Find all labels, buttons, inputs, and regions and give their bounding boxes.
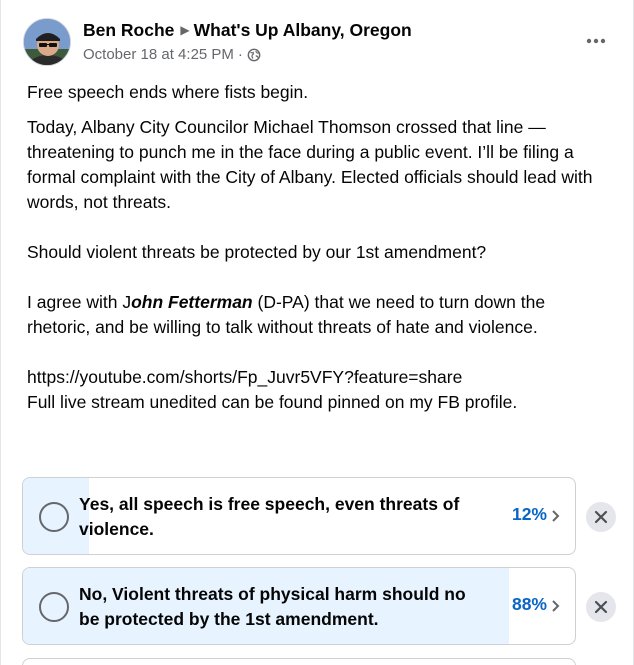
author-group-line [83,20,412,41]
poll-option-1[interactable] [22,477,576,555]
avatar-image [24,19,71,66]
meta-separator: · [237,46,243,63]
more-options-button[interactable] [579,24,613,58]
body-agree-paragraph [27,290,612,340]
post-header [23,18,613,70]
close-icon [594,600,608,614]
post-timestamp[interactable]: October 18 at 4:25 PM [83,46,234,63]
close-icon [594,510,608,524]
poll-radio[interactable] [39,592,69,622]
body-livestream-note: Full live stream unedited can be found pinned on my FB profile. [27,392,518,412]
post-body [27,80,612,415]
poll-option-3[interactable] [22,658,576,665]
remove-option-button[interactable] [586,502,616,532]
poll-option-label: Yes, all speech is free speech, even threats of violence. [79,494,460,539]
body-paragraph-2: Today, Albany City Councilor Michael Thomson crossed that line — threatening to punch me in the face during a public event. I’ll be filing a formal complaint with the City of Albany. Elected officials should lead with words, not threats. [27,117,593,212]
remove-option-button[interactable] [586,592,616,622]
body-question: Should violent threats be protected by our 1st amendment? [27,242,487,262]
poll-percent: 88% [511,594,547,614]
poll-radio[interactable] [39,502,69,532]
globe-icon [247,48,261,62]
chevron-right-icon [551,509,561,523]
group-name[interactable]: What's Up Albany, Oregon [193,20,412,40]
more-horizontal-icon [585,30,607,52]
body-line-1: Free speech ends where fists begin. [27,82,309,102]
poll-percent: 12% [511,504,547,524]
author-name[interactable]: Ben Roche [83,20,175,40]
post-meta [83,46,261,63]
agree-prefix: I agree with J [27,292,132,312]
youtube-link[interactable]: https://youtube.com/shorts/Fp_Juvr5VFY?feature=share [27,367,463,387]
chevron-right-icon [551,599,561,613]
poll-option-label: No, Violent threats of physical harm should no be protected by the 1st amendment. [79,584,466,629]
author-avatar[interactable] [23,18,71,66]
arrow-right-icon: ▶ [180,23,190,37]
agree-name: ohn Fetterman [131,292,253,312]
poll-option-2[interactable] [22,567,576,645]
agree-suffix: (D-PA) that we need to turn down the rhetoric, and be willing to talk without threats of hate and violence. [27,292,546,337]
